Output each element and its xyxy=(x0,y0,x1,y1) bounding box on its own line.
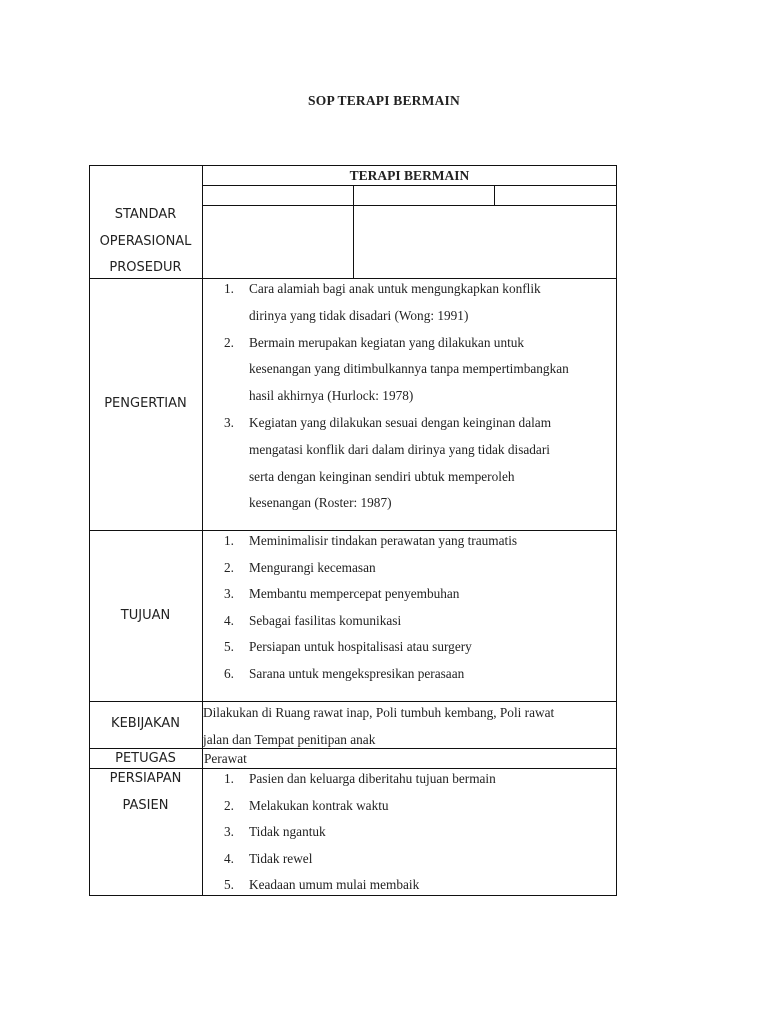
pengertian-list xyxy=(224,276,616,517)
header-cell: TERAPI BERMAIN xyxy=(349,168,470,183)
table-divider-sub-1 xyxy=(353,185,354,278)
label-kebijakan: KEBIJAKAN xyxy=(111,716,180,731)
list-item: 1. Cara alamiah bagi anak untuk mengungkapkan konflik dirinya yang tidak disadari (Wong: 1991) xyxy=(224,281,541,323)
list-item: 1. Pasien dan keluarga diberitahu tujuan bermain xyxy=(224,771,496,786)
petugas-value: Perawat xyxy=(204,751,247,766)
list-item: 3. Membantu mempercepat penyembuhan xyxy=(224,586,460,602)
label-petugas: PETUGAS xyxy=(115,751,176,766)
label-pengertian: PENGERTIAN xyxy=(104,396,187,411)
persiapan-list xyxy=(224,766,616,899)
list-item: 2. Mengurangi kecemasan xyxy=(224,559,376,575)
tujuan-list xyxy=(224,528,616,688)
label-sop xyxy=(89,202,202,282)
table-divider-sub-header xyxy=(202,205,617,206)
list-item: 2. Melakukan kontrak waktu xyxy=(224,797,389,813)
document-title: SOP TERAPI BERMAIN xyxy=(308,93,460,108)
list-item: 2. Bermain merupakan kegiatan yang dilakukan untuk kesenangan yang ditimbulkannya tanpa mempertimbangkan hasil akhirnya (Hurlock: 1978) xyxy=(224,334,569,404)
kebijakan-text: Dilakukan di Ruang rawat inap, Poli tumbuh kembang, Poli rawat jalan dan Tempat penitipan anak xyxy=(203,705,555,747)
list-item: 5. Persiapan untuk hospitalisasi atau surgery xyxy=(224,639,472,655)
label-sop-line: PROSEDUR xyxy=(109,260,182,275)
list-item: 3. Kegiatan yang dilakukan sesuai dengan keinginan dalam mengatasi konflik dari dalam dirinya yang tidak disadari serta dengan keinginan sendiri ubtuk memperoleh kesenangan (Roster: 1987) xyxy=(224,414,552,511)
table-divider-sub-2 xyxy=(494,185,495,205)
label-sop-line: OPERASIONAL xyxy=(99,233,192,249)
list-item: 4. Tidak rewel xyxy=(224,850,313,866)
list-item: 3. Tidak ngantuk xyxy=(224,824,326,840)
label-sop-line: STANDAR xyxy=(114,207,177,222)
list-item: 5. Keadaan umum mulai membaik xyxy=(224,877,420,893)
label-persiapan-pasien: PERSIAPAN PASIEN xyxy=(109,771,182,813)
label-tujuan: TUJUAN xyxy=(120,608,171,623)
list-item: 4. Sebagai fasilitas komunikasi xyxy=(224,612,402,628)
list-item: 1. Meminimalisir tindakan perawatan yang traumatis xyxy=(224,533,518,548)
list-item: 6. Sarana untuk mengekspresikan perasaan xyxy=(224,665,465,681)
